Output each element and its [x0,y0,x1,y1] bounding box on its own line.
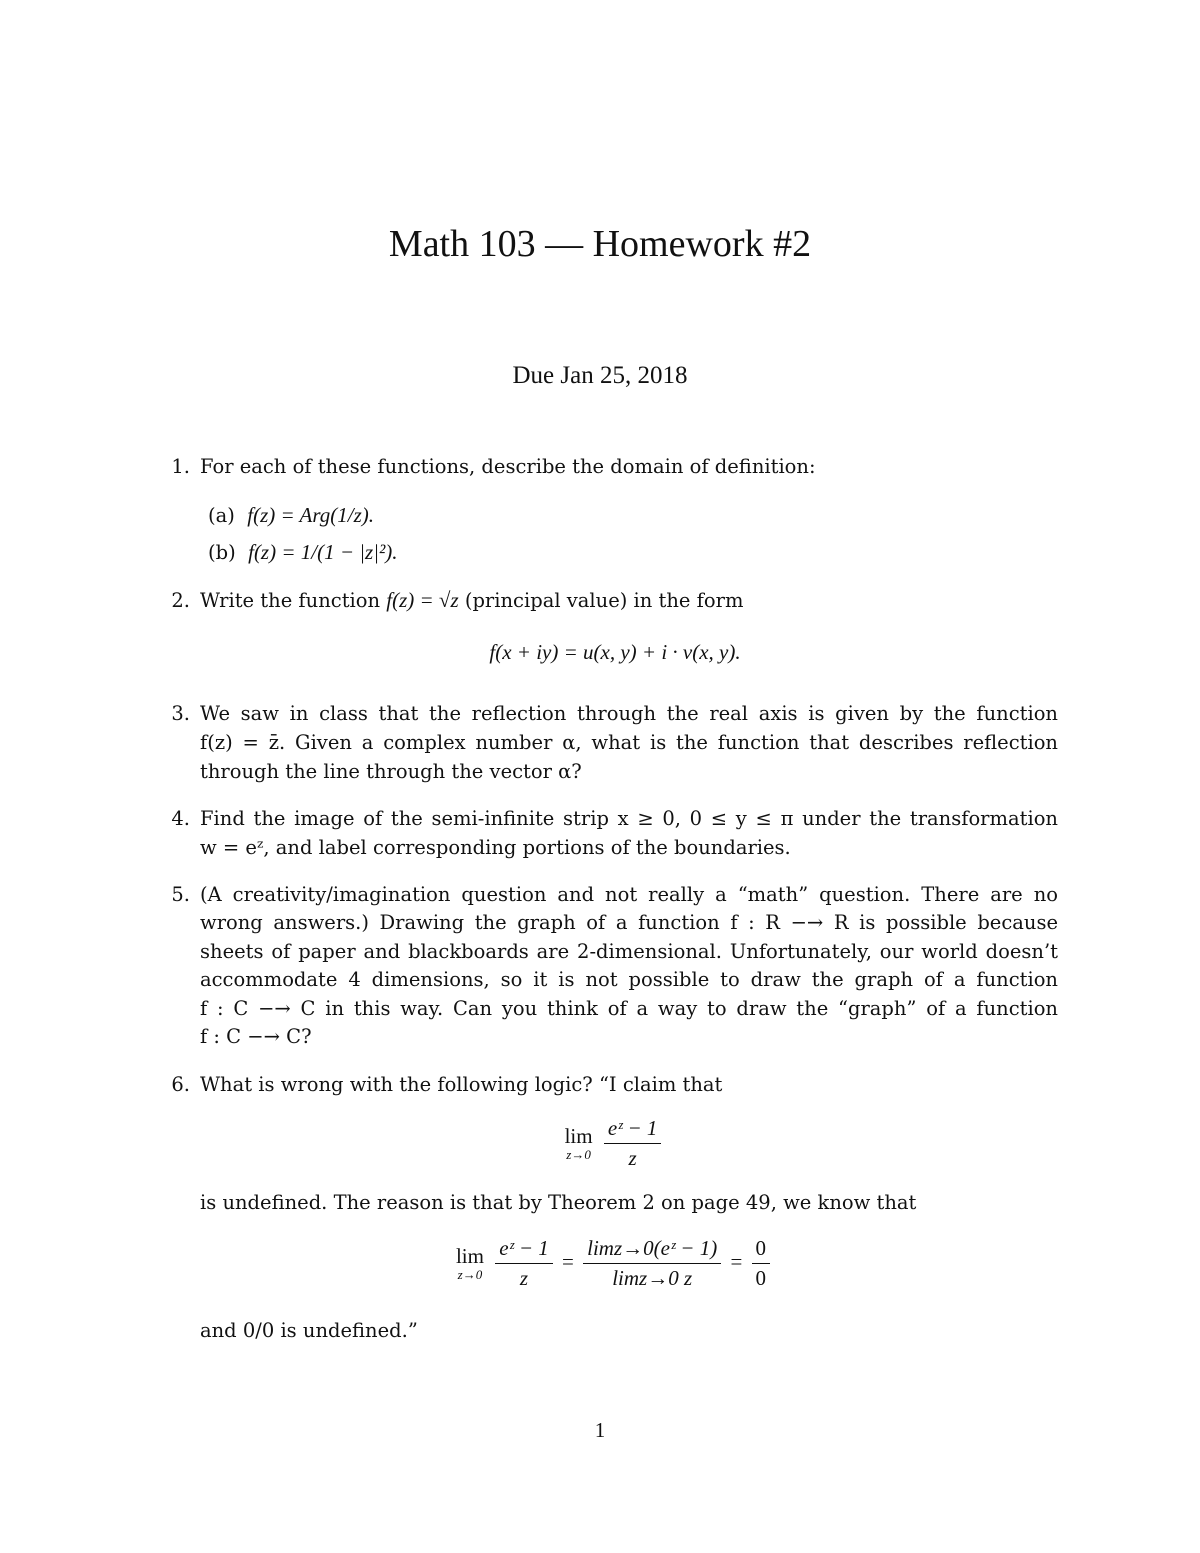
limit-fraction-2 [495,1236,553,1291]
equals-sign-2: = [730,1249,743,1274]
lim-word: lim [564,1123,593,1148]
problem-2-text [200,586,1058,615]
lim-subscript-2: z→0 [457,1266,483,1282]
zero-over-zero-fraction [752,1236,771,1291]
problem-1-number: 1. [171,455,190,478]
limit-fraction [604,1116,662,1171]
limit-ratio-fraction [583,1236,721,1291]
problem-2-number: 2. [171,589,190,612]
problem-1-text: For each of these functions, describe the domain of definition: [200,455,816,478]
problem-5-line-1: (A creativity/imagination question and not really a “math” question. There are no [200,883,1058,906]
problem-5-line-4: accommodate 4 dimensions, so it is not possible to draw the graph of a function [200,968,1058,991]
problem-5-line-2: wrong answers.) Drawing the graph of a function f : R −→ R is possible because [200,911,1058,934]
problem-4-line-1: Find the image of the semi-infinite strip x ≥ 0, 0 ≤ y ≤ π under the transformation [200,807,1058,830]
problem-1b-label: (b) [208,541,236,564]
problem-1a-formula: f(z) = Arg(1/z). [247,503,374,527]
limit-operator-2 [456,1245,484,1282]
lim-subscript: z→0 [566,1146,591,1162]
problem-6-text: What is wrong with the following logic? “I claim that [200,1073,723,1096]
limit-operator [565,1125,593,1162]
problem-4-number: 4. [171,807,190,830]
problem-1b-formula: f(z) = 1/(1 − |z|²). [248,540,398,564]
problem-5-line-3: sheets of paper and blackboards are 2-dimensional. Unfortunately, our world doesn’t [200,940,1058,963]
problem-1a-label: (a) [208,504,235,527]
ratio-denominator: limz→0 z [612,1266,693,1290]
problem-1b [208,538,398,567]
fraction-numerator-2: eᶻ − 1 [495,1236,553,1264]
problem-1a [208,501,374,530]
page-number: 1 [594,1418,606,1442]
problem-3-number: 3. [171,702,190,725]
problem-6-text-2: is undefined. The reason is that by Theorem 2 on page 49, we know that [200,1191,917,1214]
limit-expression-2 [0,1236,1200,1291]
limit-expression-1 [0,1116,1200,1171]
problem-2-display-equation: f(x + iy) = u(x, y) + i · v(x, y). [489,640,741,664]
problem-5-line-5: f : C −→ C in this way. Can you think of a way to draw the “graph” of a function [200,997,1058,1020]
due-date: Due Jan 25, 2018 [512,362,688,389]
problem-3-line-1: We saw in class that the reflection through the real axis is given by the function [200,702,1058,725]
problem-5-line-6: f : C −→ C? [200,1025,312,1048]
problem-6-number: 6. [171,1073,190,1096]
problem-2-text-after: (principal value) in the form [464,589,744,612]
zero-denominator: 0 [755,1266,767,1290]
ratio-numerator: limz→0(eᶻ − 1) [583,1236,721,1264]
zero-numerator: 0 [752,1236,771,1264]
problem-6-text-3: and 0/0 is undefined.” [200,1319,418,1342]
lim-word-2: lim [455,1243,484,1268]
problem-3-line-3: through the line through the vector α? [200,760,582,783]
problem-2-inline-math: f(z) = √z [386,588,459,612]
problem-3-line-2: f(z) = z̄. Given a complex number α, what is the function that describes reflection [200,731,1058,754]
page-title: Math 103 — Homework #2 [388,223,812,265]
fraction-denominator: z [628,1146,637,1170]
equals-sign: = [562,1249,574,1274]
problem-4-line-2: w = eᶻ, and label corresponding portions of the boundaries. [200,836,791,859]
problem-5-number: 5. [171,883,190,906]
fraction-numerator: eᶻ − 1 [604,1116,662,1144]
fraction-denominator-2: z [519,1266,529,1290]
problem-2-text-before: Write the function [200,589,381,612]
